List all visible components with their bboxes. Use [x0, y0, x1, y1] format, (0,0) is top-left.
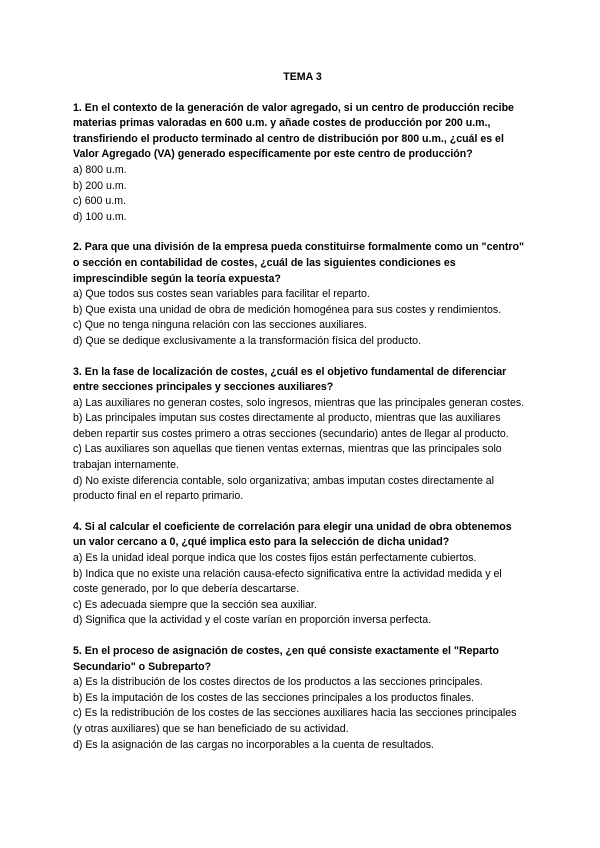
question-4	[73, 520, 526, 629]
question-text: 4. Si al calcular el coeficiente de correlación para elegir una unidad de obra obtenemos un valor cercano a 0, ¿qué implica esto para la selección de dicha unidad?	[73, 520, 512, 549]
answer-option: d) 100 u.m.	[73, 210, 127, 223]
answer-option: d) Significa que la actividad y el coste varían en proporción inversa perfecta.	[73, 614, 432, 627]
answer-option: c) 600 u.m.	[73, 195, 126, 208]
answer-option: d) No existe diferencia contable, solo organizativa; ambas imputan costes directamente al producto final en el reparto primario.	[73, 474, 495, 503]
question-1	[73, 101, 526, 226]
answer-option: b) Es la imputación de los costes de las secciones principales a los productos finales.	[73, 691, 475, 704]
answer-option: b) Las principales imputan sus costes directamente al producto, mientras que las auxiliares deben repartir sus costes primero a otras secciones (secundario) antes de llegar al producto.	[73, 412, 509, 440]
question-3	[73, 365, 526, 505]
question-5	[73, 644, 526, 753]
question-text: 1. En el contexto de la generación de valor agregado, si un centro de producción recibe materias primas valoradas en 600 u.m. y añade costes de producción por 200 u.m., transfiriendo el producto terminado al centro de distribución por 800 u.m., ¿cuál es el Valor Agregado (VA) generado específicamente por este centro de producción?	[73, 101, 514, 161]
answer-option: c) Las auxiliares son aquellas que tienen ventas externas, mientras que las principales solo trabajan internamente.	[73, 443, 502, 472]
answer-option: a) Es la distribución de los costes directos de los productos a las secciones principales.	[73, 676, 483, 689]
answer-option: d) Es la asignación de las cargas no incorporables a la cuenta de resultados.	[73, 738, 434, 751]
answer-option: a) Las auxiliares no generan costes, solo ingresos, mientras que las principales generan costes.	[73, 396, 525, 409]
question-2	[73, 240, 526, 349]
question-text: 2. Para que una división de la empresa pueda constituirse formalmente como un "centro" o sección en contabilidad de costes, ¿cuál de las siguientes condiciones es imprescindible según la teoría expuesta?	[73, 241, 524, 285]
question-text: 3. En la fase de localización de costes, ¿cuál es el objetivo fundamental de diferenciar entre secciones principales y secciones auxiliares?	[73, 365, 507, 394]
answer-option: a) Es la unidad ideal porque indica que los costes fijos están perfectamente cubiertos.	[73, 552, 477, 565]
answer-option: a) 800 u.m.	[73, 163, 127, 176]
answer-option: b) Que exista una unidad de obra de medición homogénea para sus costes y rendimientos.	[73, 303, 502, 316]
answer-option: c) Que no tenga ninguna relación con las secciones auxiliares.	[73, 319, 367, 332]
answer-option: d) Que se dedique exclusivamente a la transformación física del producto.	[73, 334, 422, 347]
answer-option: a) Que todos sus costes sean variables para facilitar el reparto.	[73, 288, 370, 301]
answer-option: b) 200 u.m.	[73, 179, 127, 192]
answer-option: c) Es la redistribución de los costes de las secciones auxiliares hacia las secciones principales (y otras auxiliares) que se han beneficiado de su actividad.	[73, 707, 517, 735]
document-title: TEMA 3	[283, 71, 322, 83]
question-text: 5. En el proceso de asignación de costes, ¿en qué consiste exactamente el "Reparto Secundario" o Subreparto?	[73, 645, 499, 673]
answer-option: b) Indica que no existe una relación causa-efecto significativa entre la actividad medida y el coste generado, por lo que debería descartarse.	[73, 567, 502, 596]
answer-option: c) Es adecuada siempre que la sección sea auxiliar.	[73, 598, 317, 611]
